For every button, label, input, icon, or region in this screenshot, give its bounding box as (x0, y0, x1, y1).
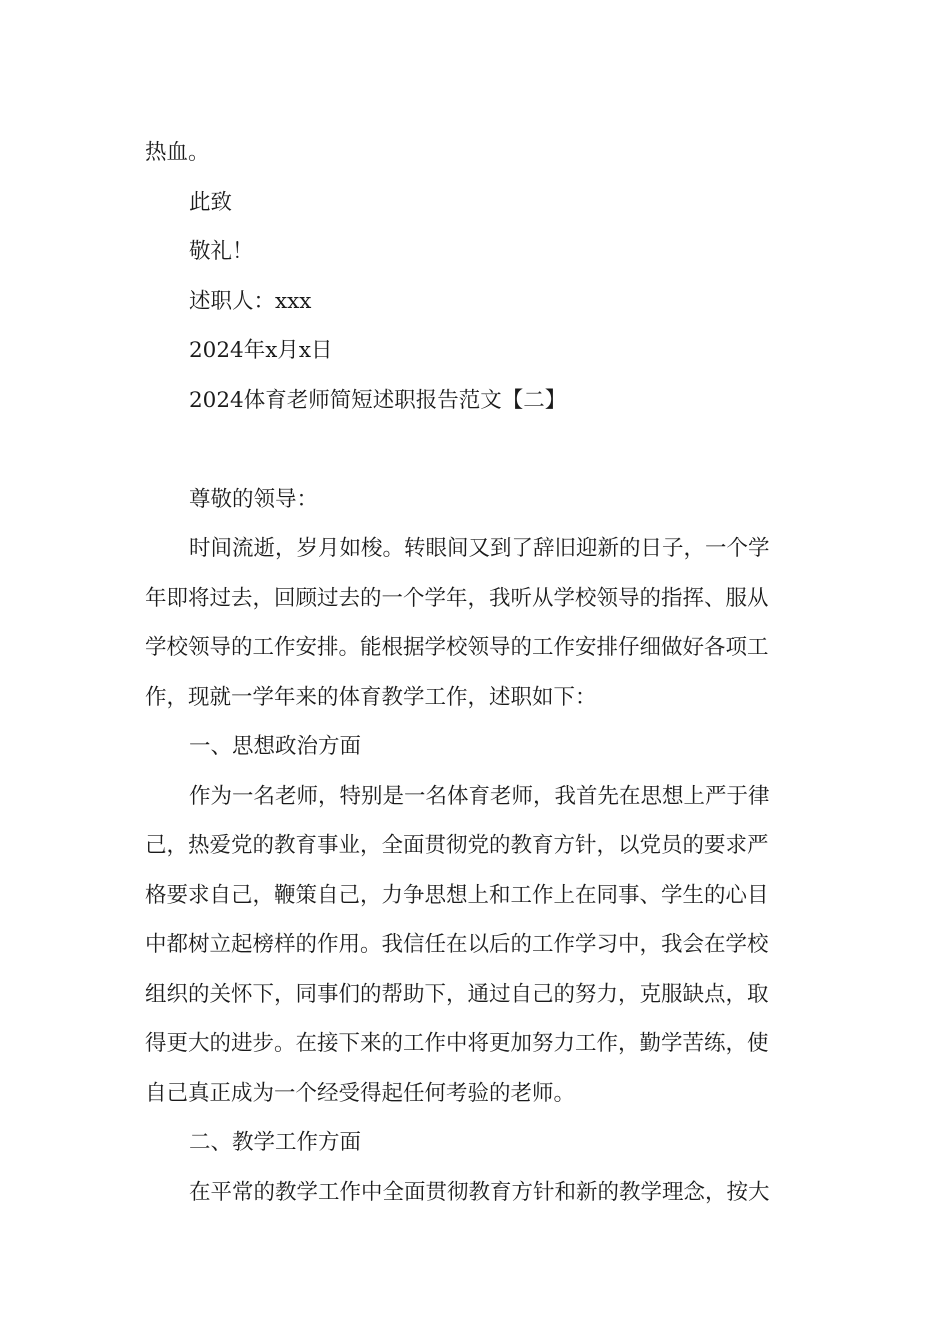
section-heading: 2024体育老师简短述职报告范文【二】 (189, 387, 567, 413)
paragraph-line: 格要求自己，鞭策自己，力争思想上和工作上在同事、学生的心目 (145, 882, 769, 908)
document-body (145, 128, 810, 1217)
paragraph-line: 己，热爱党的教育事业，全面贯彻党的教育方针，以党员的要求严 (145, 833, 769, 858)
greeting: 尊敬的领导： (189, 486, 319, 512)
paragraph-line: 在平常的教学工作中全面贯彻教育方针和新的教学理念，按大 (189, 1179, 770, 1205)
paragraph-line: 作为一名老师，特别是一名体育老师，我首先在思想上严于律 (189, 783, 770, 809)
paragraph-line: 年即将过去，回顾过去的一个学年，我听从学校领导的指挥、服从 (145, 585, 769, 611)
subsection-heading: 二、教学工作方面 (189, 1130, 362, 1155)
text-line: 热血。 (145, 140, 210, 165)
paragraph-line: 学校领导的工作安排。能根据学校领导的工作安排仔细做好各项工 (145, 635, 769, 660)
report-date: 2024年x月x日 (189, 338, 333, 363)
paragraph-line: 自己真正成为一个经受得起任何考验的老师。 (145, 1080, 576, 1106)
closing-respect: 敬礼！ (189, 239, 254, 264)
closing-salutation: 此致 (189, 189, 233, 215)
blank-line (145, 425, 810, 475)
paragraph-line: 作，现就一学年来的体育教学工作，述职如下： (145, 684, 597, 710)
paragraph-line: 得更大的进步。在接下来的工作中将更加努力工作，勤学苦练，使 (145, 1031, 769, 1056)
subsection-heading: 一、思想政治方面 (189, 734, 362, 759)
reporter-signature: 述职人：xxx (189, 288, 312, 314)
paragraph-line: 时间流逝，岁月如梭。转眼间又到了辞旧迎新的日子，一个学 (189, 536, 770, 561)
paragraph-line: 中都树立起榜样的作用。我信任在以后的工作学习中，我会在学校 (145, 932, 769, 957)
paragraph-line: 组织的关怀下，同事们的帮助下，通过自己的努力，克服缺点，取 (145, 981, 769, 1007)
